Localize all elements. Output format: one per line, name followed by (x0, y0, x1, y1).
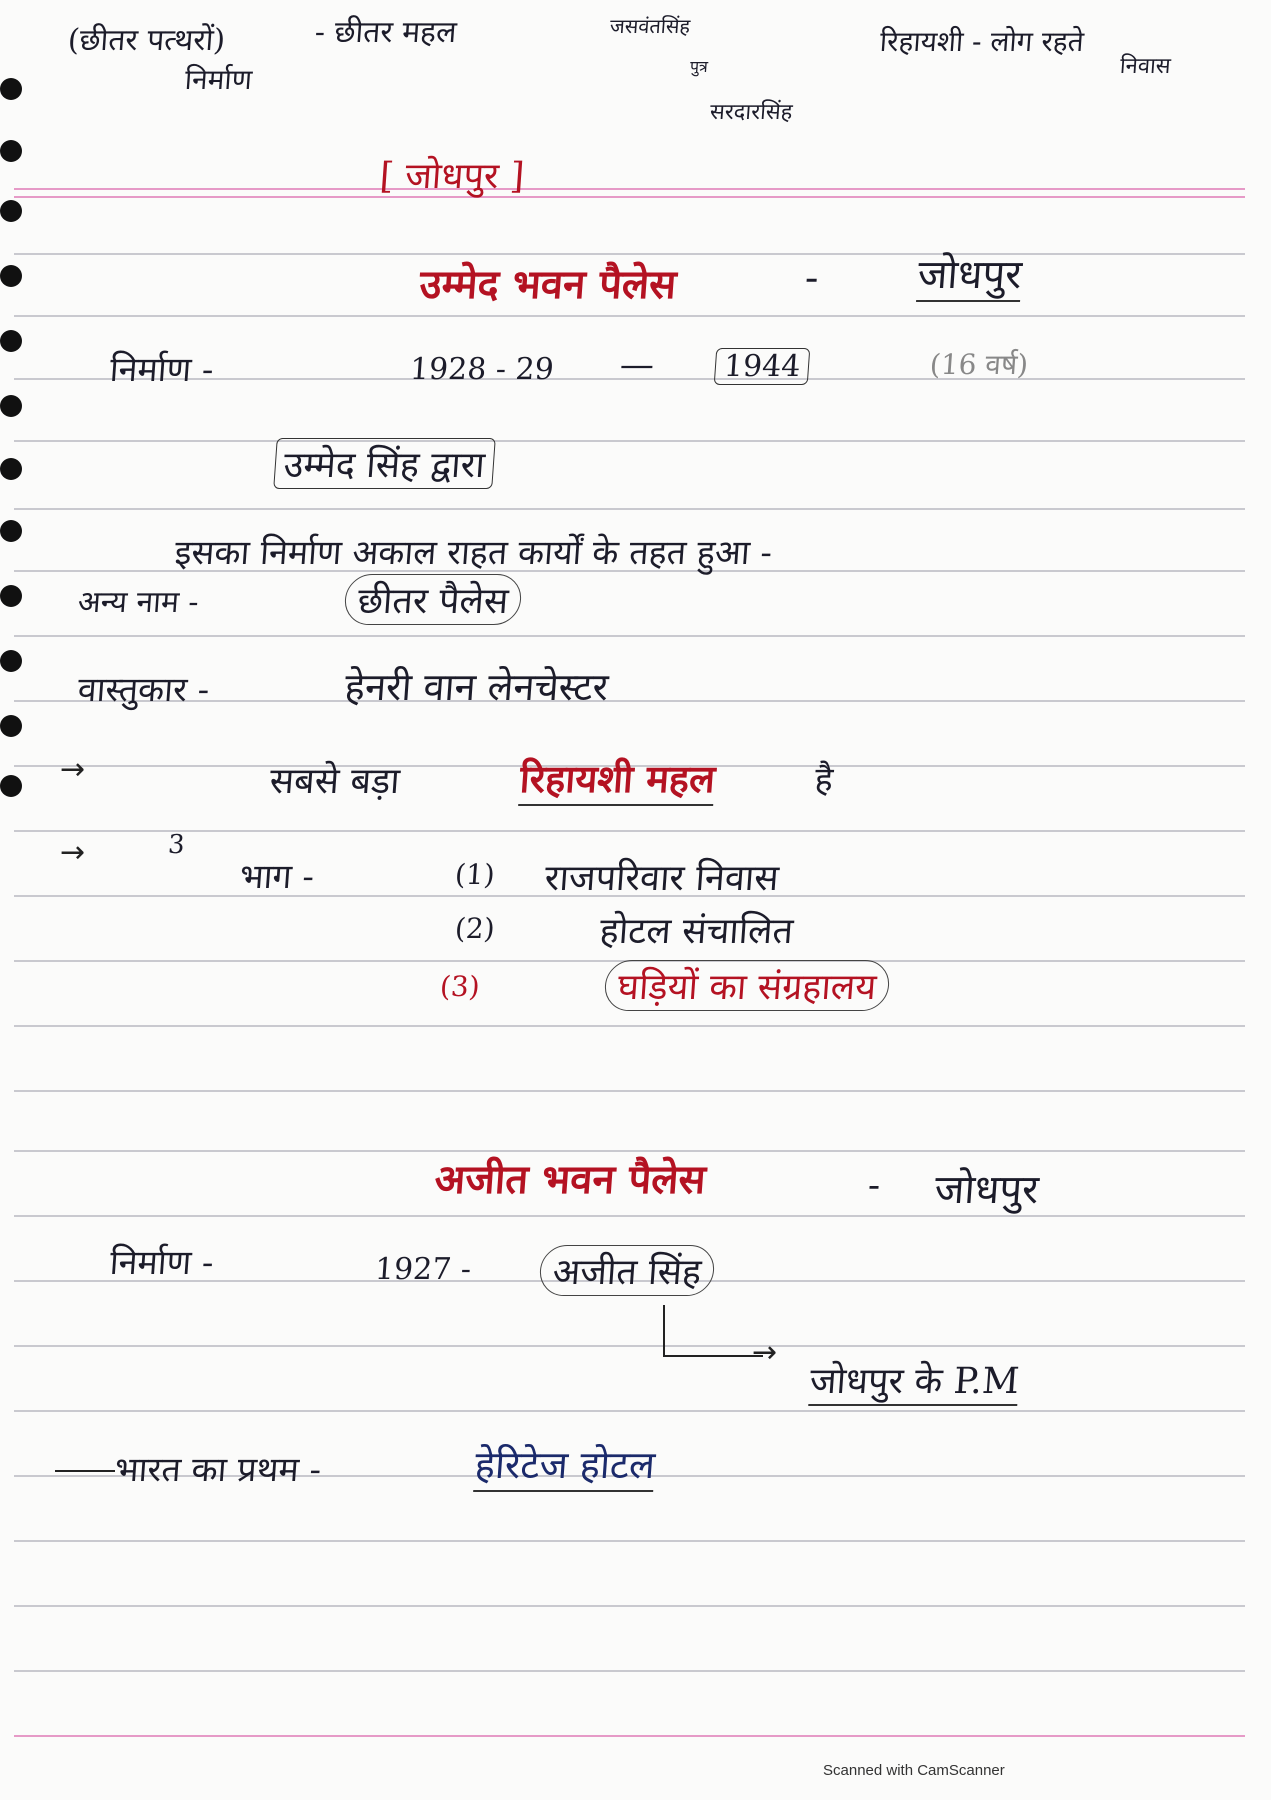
part3-num: (3) (438, 970, 481, 1003)
ruled-line (14, 635, 1245, 637)
part1-text: राजपरिवार निवास (543, 858, 781, 899)
arrow-right-icon: → (752, 1335, 778, 1370)
binder-hole (0, 200, 22, 222)
part3-text: घड़ियों का संग्रहालय (603, 960, 891, 1011)
section2-construction-label: निर्माण - (108, 1243, 215, 1283)
binder-hole (0, 140, 22, 162)
header-center-top: जसवंतसिंह (609, 14, 692, 38)
dash-mark (55, 1470, 115, 1472)
first-heritage-hotel: हेरिटेज होटल (473, 1438, 657, 1492)
architect-label: वास्तुकार - (76, 670, 211, 710)
construction-duration: (16 वर्ष) (928, 348, 1030, 381)
ruled-line (14, 1090, 1245, 1092)
ruled-line (14, 1605, 1245, 1607)
section2-city: जोधपुर (933, 1167, 1041, 1213)
ruled-line (14, 196, 1245, 198)
ruled-line (14, 1345, 1245, 1347)
ruled-line (14, 1540, 1245, 1542)
connector-line (663, 1305, 665, 1357)
binder-hole (0, 775, 22, 797)
section1-title-sep: - (803, 255, 821, 301)
construction-start: 1928 - 29 (408, 352, 555, 387)
binder-hole (0, 585, 22, 607)
header-left-title: (छीतर पत्थरों) (66, 23, 227, 58)
binder-hole (0, 265, 22, 287)
arrow-right-icon: → (60, 835, 86, 870)
ruled-line (14, 1410, 1245, 1412)
first-label: भारत का प्रथम - (113, 1450, 323, 1490)
ruled-line (14, 1670, 1245, 1672)
architect-name: हेनरी वान लेनचेस्टर (343, 665, 610, 709)
header-center-mid: पुत्र (689, 57, 709, 76)
biggest-label: रिहायशी महल (518, 752, 717, 806)
city-heading: [ जोधपुर ] (378, 156, 526, 197)
scanner-watermark: Scanned with CamScanner (823, 1762, 1005, 1779)
part2-text: होटल संचालित (598, 911, 795, 952)
section2-year: 1927 - (373, 1252, 473, 1287)
section1-builder: उम्मेद सिंह द्वारा (273, 438, 495, 489)
section1-city: जोधपुर (916, 245, 1024, 302)
binder-hole (0, 78, 22, 100)
section2-builder: अजीत सिंह (538, 1245, 716, 1296)
ruled-line (14, 188, 1245, 190)
header-right-note: रिहायशी - लोग रहते (878, 25, 1085, 58)
header-center-bot: सरदारसिंह (709, 100, 794, 125)
section2-title: अजीत भवन पैलेस (433, 1156, 708, 1203)
other-name: छीतर पैलेस (343, 574, 523, 625)
parts-label: भाग - (238, 857, 316, 897)
part2-num: (2) (453, 912, 496, 945)
ruled-line (14, 1215, 1245, 1217)
other-name-label: अन्य नाम - (76, 585, 200, 620)
binder-hole (0, 330, 22, 352)
construction-dash: — (618, 345, 656, 385)
biggest-suffix: है (813, 760, 835, 800)
arrow-right-icon: → (60, 752, 86, 787)
ruled-line (14, 440, 1245, 442)
section2-title-sep: - (866, 1165, 882, 1206)
biggest-prefix: सबसे बड़ा (268, 761, 402, 802)
ruled-line (14, 508, 1245, 510)
pm-note: जोधपुर के P.M (808, 1355, 1021, 1406)
ruled-line (14, 1735, 1245, 1737)
construction-end: 1944 (714, 348, 811, 385)
part1-num: (1) (453, 858, 496, 891)
connector-line (663, 1355, 763, 1357)
header-left-sub: निर्माण (183, 63, 254, 96)
ruled-line (14, 1025, 1245, 1027)
ruled-line (14, 315, 1245, 317)
parts-num: 3 (166, 830, 186, 860)
famine-note: इसका निर्माण अकाल राहत कार्यों के तहत हुआ - (173, 533, 774, 573)
binder-hole (0, 520, 22, 542)
construction-label: निर्माण - (108, 350, 215, 390)
binder-hole (0, 395, 22, 417)
binder-hole (0, 458, 22, 480)
binder-hole (0, 650, 22, 672)
header-right-note2: निवास (1119, 54, 1172, 79)
binder-hole (0, 715, 22, 737)
ruled-line (14, 830, 1245, 832)
header-mid: - छीतर महल (313, 15, 458, 50)
section1-title: उम्मेद भवन पैलेस (418, 261, 678, 308)
